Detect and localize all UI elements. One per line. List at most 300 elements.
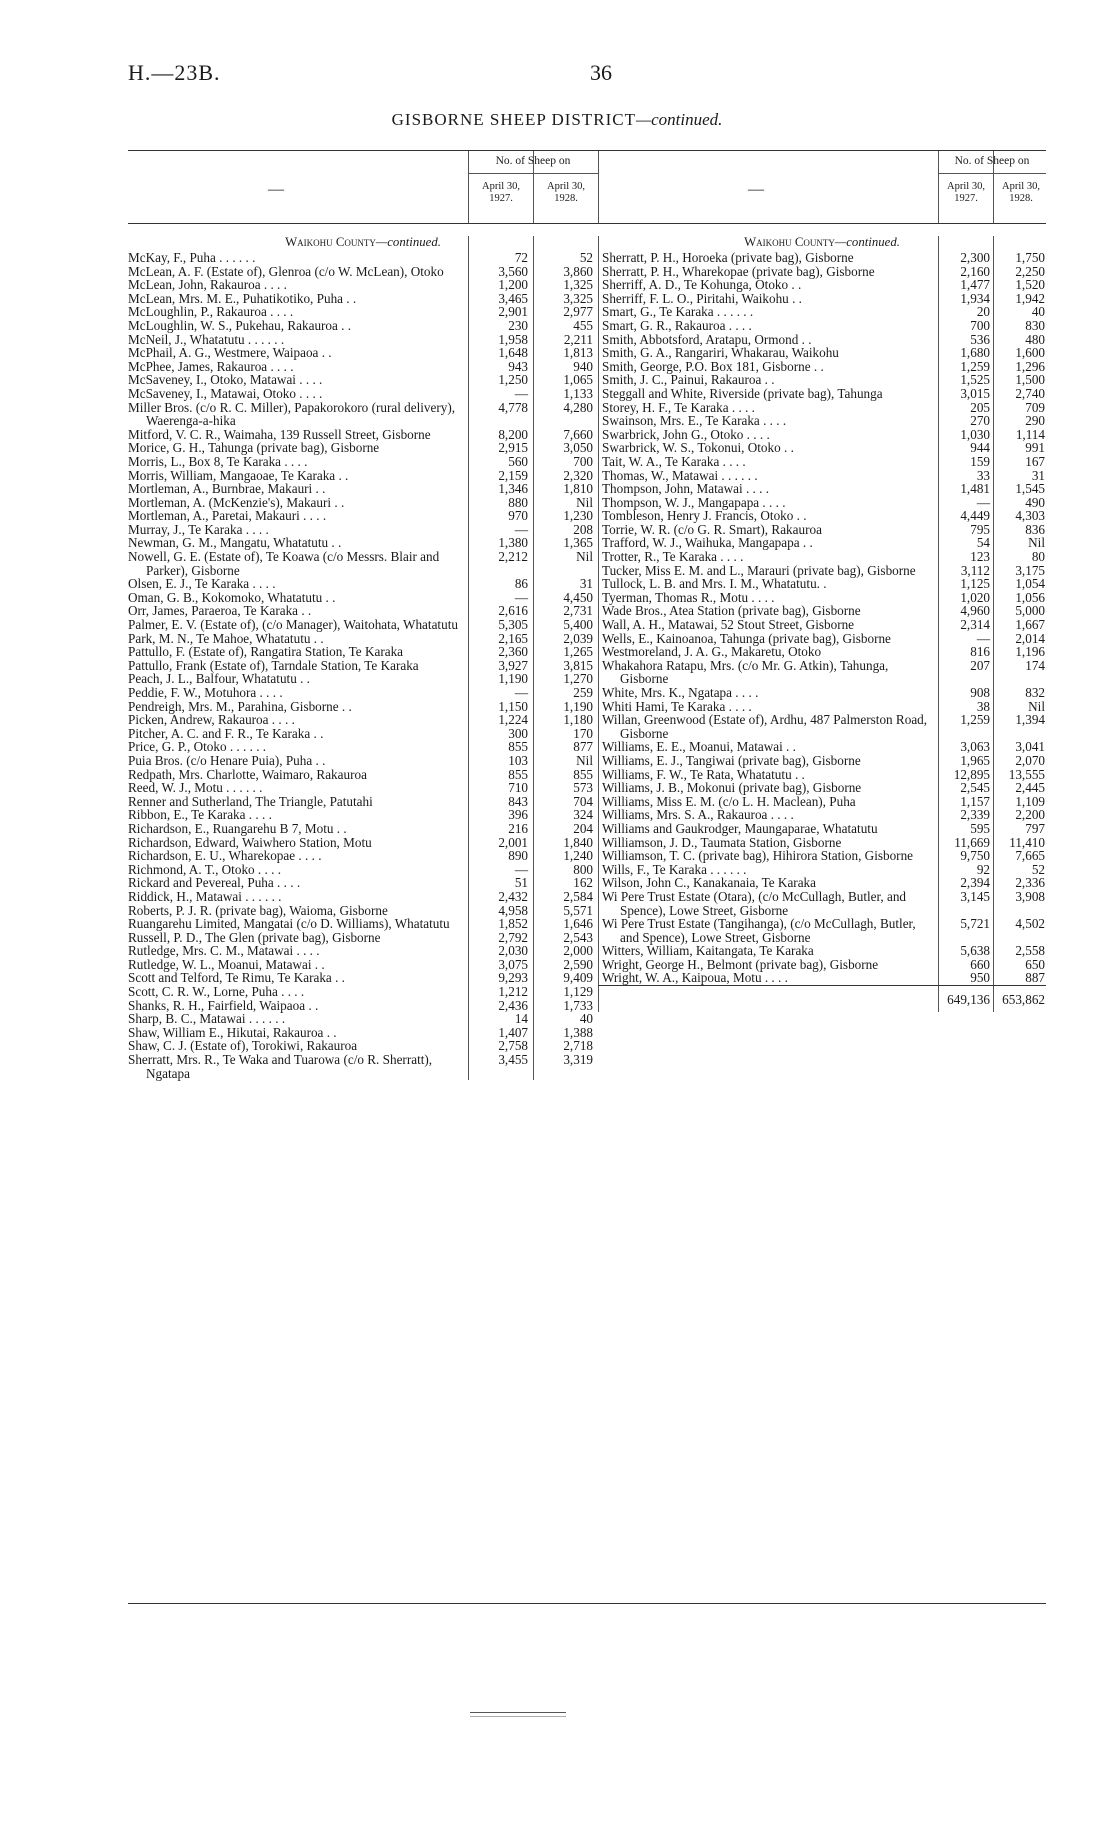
- table-row: [598, 808, 1046, 822]
- sheep-1928: 700: [573, 453, 593, 469]
- owner-name: Ruangarehu Limited, Mangatai (c/o D. Williams), Whatatutu: [128, 916, 450, 932]
- sheep-1927: 1,965: [960, 752, 990, 768]
- sheep-1927: 216: [508, 820, 528, 836]
- owner-name: McSaveney, I., Matawai, Otoko . . . .: [128, 385, 323, 401]
- table-row: [598, 523, 1046, 537]
- owner-name: Pitcher, A. C. and F. R., Te Karaka . .: [128, 725, 324, 741]
- sheep-1928: 2,070: [1015, 752, 1045, 768]
- sheep-1927: 595: [970, 820, 990, 836]
- sheep-1928: Nil: [1028, 535, 1045, 551]
- table-row: [598, 401, 1046, 415]
- owner-name: McLoughlin, P., Rakauroa . . . .: [128, 304, 294, 320]
- sheep-1928: 940: [573, 358, 593, 374]
- owner-name: Palmer, E. V. (Estate of), (c/o Manager), Waitohata, Whatatutu: [128, 617, 458, 633]
- table-row: [598, 632, 1046, 646]
- sheep-1928: 31: [579, 576, 593, 592]
- owner-name: Scott and Telford, Te Rimu, Te Karaka . .: [128, 970, 345, 986]
- sheep-1927: 72: [514, 250, 528, 265]
- sheep-1928: 709: [1025, 399, 1045, 415]
- sheep-1927: 270: [970, 413, 990, 429]
- sheep-1928: 1,133: [563, 385, 593, 401]
- table-row: [128, 768, 598, 782]
- sheep-1928: 704: [573, 793, 593, 809]
- sheep-1928: 877: [573, 739, 593, 755]
- sheep-1928: 1,667: [1015, 617, 1045, 633]
- sheep-1927: 2,545: [960, 780, 990, 796]
- owner-name: Smith, G. A., Rangariri, Whakarau, Waikohu: [602, 345, 839, 361]
- sheep-1927: 38: [976, 698, 990, 714]
- owner-name: Sharp, B. C., Matawai . . . . . .: [128, 1011, 286, 1027]
- table-row: [128, 659, 598, 673]
- sheep-1927: 1,481: [960, 481, 990, 497]
- owner-name: Willan, Greenwood (Estate of), Ardhu, 487 Palmerston Road, Gisborne: [602, 712, 928, 741]
- section-text: Waikohu County: [744, 235, 835, 249]
- sheep-1928: 2,543: [563, 929, 593, 945]
- sheep-1927: 92: [976, 861, 990, 877]
- sheep-1927: 2,339: [960, 807, 990, 823]
- owner-name: Olsen, E. J., Te Karaka . . . .: [128, 576, 276, 592]
- sheep-1928: 2,558: [1015, 943, 1045, 959]
- owner-name: Newman, G. M., Mangatu, Whatatutu . .: [128, 535, 342, 551]
- sheep-1927: —: [514, 685, 528, 700]
- sheep-1927: 2,212: [498, 549, 528, 565]
- table-row: [128, 373, 598, 387]
- owner-name: Westmoreland, J. A. G., Makaretu, Otoko: [602, 644, 822, 660]
- sheep-1927: 1,020: [960, 589, 990, 605]
- sheep-1928: 7,665: [1015, 848, 1045, 864]
- owner-name: Sherratt, P. H., Horoeka (private bag), Gisborne: [602, 250, 854, 265]
- sheep-1928: 11,410: [1009, 834, 1045, 850]
- name-column-header: —: [268, 181, 284, 198]
- sheep-1928: 31: [1031, 467, 1045, 483]
- table-row: [128, 781, 598, 795]
- table-row: [128, 496, 598, 510]
- sheep-1928: 1,054: [1015, 576, 1045, 592]
- sheep-1928: 3,815: [563, 657, 593, 673]
- sheep-1928: 2,250: [1015, 263, 1045, 279]
- sheep-1928: 480: [1025, 331, 1045, 347]
- sheep-1927: 3,455: [498, 1052, 528, 1068]
- sheep-1928: 2,590: [563, 956, 593, 972]
- table-row: [598, 768, 1046, 782]
- sheep-1928: 2,718: [563, 1038, 593, 1054]
- sheep-1928: 4,450: [563, 589, 593, 605]
- sheep-1928: 1,240: [563, 848, 593, 864]
- owner-name: Ribbon, E., Te Karaka . . . .: [128, 807, 272, 823]
- owner-name: Williams, E. J., Tangiwai (private bag), Gisborne: [602, 752, 861, 768]
- sheep-1928: 1,750: [1015, 250, 1045, 265]
- owner-name: Richardson, E. U., Wharekopae . . . .: [128, 848, 322, 864]
- sheep-1928: 324: [573, 807, 593, 823]
- table-row: [128, 931, 598, 945]
- sheep-1928: 174: [1025, 657, 1045, 673]
- sheep-1928: 1,600: [1015, 345, 1045, 361]
- table-row: [128, 523, 598, 537]
- sheep-1927: 2,915: [498, 440, 528, 456]
- owner-name: Tullock, L. B. and Mrs. I. M., Whatatutu. .: [602, 576, 827, 592]
- table-row: [598, 482, 1046, 496]
- table-row: [598, 319, 1046, 333]
- sheep-1928: 2,200: [1015, 807, 1045, 823]
- sheep-1928: 3,325: [563, 290, 593, 306]
- sheep-1927: —: [514, 521, 528, 537]
- owner-name: Thompson, John, Matawai . . . .: [602, 481, 770, 497]
- table-row: [128, 795, 598, 809]
- section-heading: [598, 236, 1046, 251]
- owner-name: Tombleson, Henry J. Francis, Otoko . .: [602, 508, 807, 524]
- sheep-1928: 3,319: [563, 1052, 593, 1068]
- owner-name: McSaveney, I., Otoko, Matawai . . . .: [128, 372, 323, 388]
- right-table-header: [598, 150, 1046, 224]
- table-row: [598, 836, 1046, 850]
- sheep-1928: 170: [573, 725, 593, 741]
- sheep-1927: 3,465: [498, 290, 528, 306]
- sheep-1927: 54: [976, 535, 990, 551]
- section-suffix: —continued.: [375, 235, 441, 249]
- table-row: [128, 713, 598, 727]
- owner-name: McNeil, J., Whatatutu . . . . . .: [128, 331, 285, 347]
- sheep-1927: 816: [970, 644, 990, 660]
- owner-name: Wade Bros., Atea Station (private bag), Gisborne: [602, 603, 861, 619]
- sheep-1928: 5,400: [563, 617, 593, 633]
- table-row: [128, 482, 598, 496]
- sheep-1928: 2,731: [563, 603, 593, 619]
- table-row: [598, 917, 1046, 944]
- table-row: [598, 944, 1046, 958]
- owner-name: Picken, Andrew, Rakauroa . . . .: [128, 712, 295, 728]
- sheep-1928: 1,196: [1015, 644, 1045, 660]
- sheep-1928: 490: [1025, 494, 1045, 510]
- sheep-1928: 1,545: [1015, 481, 1045, 497]
- sheep-1928: 13,555: [1008, 766, 1045, 782]
- sheep-1927: 20: [976, 304, 990, 320]
- left-table: [128, 150, 598, 1080]
- sheep-1928: 204: [573, 820, 593, 836]
- sheep-1927: 2,160: [960, 263, 990, 279]
- owner-name: Mitford, V. C. R., Waimaha, 139 Russell Street, Gisborne: [128, 426, 431, 442]
- table-row: [128, 985, 598, 999]
- sheep-1927: 1,958: [498, 331, 528, 347]
- table-row: [598, 781, 1046, 795]
- owner-name: McLean, Mrs. M. E., Puhatikotiko, Puha . .: [128, 290, 357, 306]
- table-row: [598, 700, 1046, 714]
- sheep-1927: 1,030: [960, 426, 990, 442]
- owner-name: Roberts, P. J. R. (private bag), Waioma, Gisborne: [128, 902, 388, 918]
- owner-name: Sherriff, A. D., Te Kohunga, Otoko . .: [602, 277, 802, 293]
- owner-name: McLoughlin, W. S., Pukehau, Rakauroa . .: [128, 317, 352, 333]
- table-row: [598, 863, 1046, 877]
- table-row: [128, 876, 598, 890]
- table-row: [598, 373, 1046, 387]
- sheep-1928: 832: [1025, 685, 1045, 700]
- owner-name: Williams, J. B., Mokonui (private bag), Gisborne: [602, 780, 862, 796]
- sheep-1927: 1,852: [498, 916, 528, 932]
- sheep-1927: 560: [508, 453, 528, 469]
- owner-name: Pattullo, Frank (Estate of), Tarndale Station, Te Karaka: [128, 657, 419, 673]
- sheep-1927: 230: [508, 317, 528, 333]
- sheep-1928: 3,860: [563, 263, 593, 279]
- sheep-1927: 2,432: [498, 888, 528, 904]
- sheep-1928: 40: [1031, 304, 1045, 320]
- table-row: [128, 401, 598, 428]
- owner-name: Rickard and Pevereal, Puha . . . .: [128, 875, 301, 891]
- sheep-1928: 1,365: [563, 535, 593, 551]
- owner-name: McPhail, A. G., Westmere, Waipaoa . .: [128, 345, 332, 361]
- table-row: [128, 346, 598, 360]
- table-row: [598, 509, 1046, 523]
- owner-name: White, Mrs. K., Ngatapa . . . .: [602, 685, 759, 700]
- owner-name: Smith, J. C., Painui, Rakauroa . .: [602, 372, 775, 388]
- left-table-body: [128, 236, 598, 1080]
- sheep-1928: 2,320: [563, 467, 593, 483]
- table-row: [598, 387, 1046, 401]
- table-row: [128, 999, 598, 1013]
- sheep-1928: 7,660: [563, 426, 593, 442]
- title-text: GISBORNE SHEEP DISTRICT: [391, 110, 636, 129]
- sheep-1928: 1,265: [563, 644, 593, 660]
- owner-name: McPhee, James, Rakauroa . . . .: [128, 358, 294, 374]
- table-row: [598, 536, 1046, 550]
- sheep-1928: 1,114: [1015, 426, 1045, 442]
- owner-name: Mortleman, A. (McKenzie's), Makauri . .: [128, 494, 345, 510]
- sheep-1928: 2,014: [1015, 630, 1045, 646]
- owner-name: Miller Bros. (c/o R. C. Miller), Papakorokoro (rural delivery), Waerenga-a-hika: [128, 399, 456, 429]
- owner-name: Wells, E., Kainoanoa, Tahunga (private bag), Gisborne: [602, 630, 891, 646]
- table-row: [598, 740, 1046, 754]
- sheep-1927: 950: [970, 970, 990, 986]
- table-row: [598, 346, 1046, 360]
- table-row: [598, 469, 1046, 483]
- sheep-1927: 4,778: [498, 399, 528, 415]
- table-row: [128, 265, 598, 279]
- sheep-1927: 14: [514, 1011, 528, 1027]
- sheep-1927: 2,360: [498, 644, 528, 660]
- sheep-1928: 1,733: [563, 997, 593, 1013]
- owner-name: Smart, G. R., Rakauroa . . . .: [602, 317, 752, 333]
- sheep-1928: 290: [1025, 413, 1045, 429]
- sheep-1927: 33: [976, 467, 990, 483]
- sheep-1928: 855: [573, 766, 593, 782]
- owner-name: Witters, William, Kaitangata, Te Karaka: [602, 943, 814, 959]
- sheep-1927: 123: [970, 549, 990, 565]
- owner-name: Wright, W. A., Kaipoua, Motu . . . .: [602, 970, 788, 986]
- sheep-1927: 3,015: [960, 385, 990, 401]
- owner-name: Storey, H. F., Te Karaka . . . .: [602, 399, 755, 415]
- owner-name: Morris, L., Box 8, Te Karaka . . . .: [128, 453, 308, 469]
- sheep-1927: 2,792: [498, 929, 528, 945]
- sheep-1928: 5,571: [563, 902, 593, 918]
- table-row: [598, 265, 1046, 279]
- table-row: [128, 292, 598, 306]
- sheep-1928: 830: [1025, 317, 1045, 333]
- sheep-1928: 1,942: [1015, 290, 1045, 306]
- sheep-1927: 5,305: [498, 617, 528, 633]
- table-row: [598, 754, 1046, 768]
- owner-name: Williamson, T. C. (private bag), Hihirora Station, Gisborne: [602, 848, 914, 864]
- sheep-1927: 1,477: [960, 277, 990, 293]
- owner-name: Williamson, J. D., Taumata Station, Gisborne: [602, 834, 842, 850]
- title-suffix: —continued.: [635, 110, 723, 129]
- table-row: [598, 645, 1046, 659]
- sheep-1928: 2,584: [563, 888, 593, 904]
- sheep-1927: 2,758: [498, 1038, 528, 1054]
- owner-name: Wi Pere Trust Estate (Otara), (c/o McCullagh, Butler, and Spence), Lowe Street, Gisborne: [602, 888, 907, 918]
- sheep-1927: 700: [970, 317, 990, 333]
- owner-name: Wall, A. H., Matawai, 52 Stout Street, Gisborne: [602, 617, 855, 633]
- table-row: [598, 591, 1046, 605]
- owner-name: Nowell, G. E. (Estate of), Te Koawa (c/o Messrs. Blair and Parker), Gisborne: [128, 549, 440, 578]
- owner-name: Whiti Hami, Te Karaka . . . .: [602, 698, 752, 714]
- sheep-1928: 1,296: [1015, 358, 1045, 374]
- owner-name: Shaw, C. J. (Estate of), Torokiwi, Rakauroa: [128, 1038, 358, 1054]
- sheep-1928: 1,325: [563, 277, 593, 293]
- owner-name: Swainson, Mrs. E., Te Karaka . . . .: [602, 413, 787, 429]
- owner-name: Smith, George, P.O. Box 181, Gisborne . .: [602, 358, 824, 374]
- owner-name: McLean, A. F. (Estate of), Glenroa (c/o W. McLean), Otoko: [128, 263, 444, 279]
- sheep-1928: Nil: [576, 752, 593, 768]
- sheep-1927: 1,259: [960, 712, 990, 728]
- page-title: [0, 110, 1114, 130]
- table-row: [598, 971, 1046, 985]
- sheep-1928: 167: [1025, 453, 1045, 469]
- owner-name: Williams, F. W., Te Rata, Whatatutu . .: [602, 766, 805, 782]
- table-row: [598, 414, 1046, 428]
- sheep-1927: 5,721: [960, 916, 990, 932]
- sheep-1928: 1,129: [563, 984, 593, 1000]
- owner-name: Trafford, W. J., Waihuka, Mangapapa . .: [602, 535, 813, 551]
- owner-name: Reed, W. J., Motu . . . . . .: [128, 780, 263, 796]
- sheep-1928: 1,840: [563, 834, 593, 850]
- table-row: [598, 305, 1046, 319]
- owner-name: Steggall and White, Riverside (private bag), Tahunga: [602, 385, 883, 401]
- sheep-1928: 2,445: [1015, 780, 1045, 796]
- sheep-1927: 5,638: [960, 943, 990, 959]
- owner-name: Morice, G. H., Tahunga (private bag), Gisborne: [128, 440, 380, 456]
- sheep-1928: 3,041: [1015, 739, 1045, 755]
- total-1928: 653,862: [1002, 992, 1045, 1008]
- table-row: [128, 645, 598, 659]
- table-row: [128, 1012, 598, 1026]
- sheep-1927: 2,616: [498, 603, 528, 619]
- sheep-1927: 2,030: [498, 943, 528, 959]
- sheep-1928: 2,000: [563, 943, 593, 959]
- owner-name: Williams, Miss E. M. (c/o L. H. Maclean), Puha: [602, 793, 856, 809]
- sheep-1928: 797: [1025, 820, 1045, 836]
- owner-name: Thompson, W. J., Mangapapa . . . .: [602, 494, 786, 510]
- sheep-1927: 2,001: [498, 834, 528, 850]
- owner-name: Redpath, Mrs. Charlotte, Waimaro, Rakauroa: [128, 766, 367, 782]
- table-row: [598, 604, 1046, 618]
- sheep-1928: Nil: [576, 494, 593, 510]
- sheep-1927: 207: [970, 657, 990, 673]
- sheep-1927: 1,224: [498, 712, 528, 728]
- table-row: [598, 550, 1046, 564]
- owner-name: Williams, Mrs. S. A., Rakauroa . . . .: [602, 807, 794, 823]
- table-row: [598, 577, 1046, 591]
- col-1927-header: April 30, 1927.: [947, 181, 985, 204]
- table-row: [598, 659, 1046, 686]
- sheep-1927: —: [976, 494, 990, 510]
- sheep-1927: 1,259: [960, 358, 990, 374]
- sheep-1928: 1,500: [1015, 372, 1045, 388]
- sheep-1927: 11,669: [954, 834, 990, 850]
- sheep-1928: 1,270: [563, 671, 593, 687]
- sheep-1928: 2,977: [563, 304, 593, 320]
- col-1927-header: April 30, 1927.: [482, 181, 520, 204]
- owner-name: Price, G. P., Otoko . . . . . .: [128, 739, 267, 755]
- sheep-1927: 1,934: [960, 290, 990, 306]
- sheep-1928: 4,502: [1015, 916, 1045, 932]
- sheep-1928: 52: [579, 250, 593, 265]
- owner-name: McLean, John, Rakauroa . . . .: [128, 277, 287, 293]
- owner-name: Trotter, R., Te Karaka . . . .: [602, 549, 744, 565]
- sheep-1928: 455: [573, 317, 593, 333]
- sheep-1928: 80: [1031, 549, 1045, 565]
- table-row: [128, 509, 598, 523]
- sheep-1927: 2,901: [498, 304, 528, 320]
- table-row: [128, 591, 598, 605]
- table-row: [598, 441, 1046, 455]
- sheep-1927: 1,648: [498, 345, 528, 361]
- owner-name: Tait, W. A., Te Karaka . . . .: [602, 453, 746, 469]
- owner-name: Swarbrick, W. S., Tokonui, Otoko . .: [602, 440, 794, 456]
- sheep-1928: 3,175: [1015, 562, 1045, 578]
- table-row: [598, 618, 1046, 632]
- owner-name: Orr, James, Paraeroa, Te Karaka . .: [128, 603, 312, 619]
- table-row: [128, 428, 598, 442]
- sheep-1927: —: [514, 385, 528, 401]
- sheep-1927: 3,145: [960, 888, 990, 904]
- table-row: [128, 469, 598, 483]
- col-1928-header: April 30, 1928.: [547, 181, 585, 204]
- sheep-1927: 2,314: [960, 617, 990, 633]
- owner-name: Peddie, F. W., Motuhora . . . .: [128, 685, 283, 700]
- owner-name: Russell, P. D., The Glen (private bag), Gisborne: [128, 929, 381, 945]
- table-row: [598, 428, 1046, 442]
- sheep-1927: 2,165: [498, 630, 528, 646]
- sheep-1927: 3,112: [960, 562, 990, 578]
- sheep-1928: 1,394: [1015, 712, 1045, 728]
- sheep-1927: 795: [970, 521, 990, 537]
- owner-name: Park, M. N., Te Mahoe, Whatatutu . .: [128, 630, 324, 646]
- owner-name: Sherriff, F. L. O., Piritahi, Waikohu . .: [602, 290, 802, 306]
- sheep-1927: —: [976, 630, 990, 646]
- sheep-1927: 880: [508, 494, 528, 510]
- owner-name: Richardson, Edward, Waiwhero Station, Motu: [128, 834, 372, 850]
- owner-name: Swarbrick, John G., Otoko . . . .: [602, 426, 770, 442]
- sheep-1927: 536: [970, 331, 990, 347]
- owner-name: Smart, G., Te Karaka . . . . . .: [602, 304, 754, 320]
- table-row: [598, 292, 1046, 306]
- table-row: [128, 740, 598, 754]
- sheep-1927: 2,300: [960, 250, 990, 265]
- total-1927: 649,136: [947, 992, 990, 1008]
- owner-name: Wi Pere Trust Estate (Tangihanga), (c/o McCullagh, Butler, and Spence), Lowe Street, Gisborne: [602, 916, 916, 945]
- table-row: [598, 564, 1046, 578]
- table-row: [128, 971, 598, 985]
- sheep-1928: 1,520: [1015, 277, 1045, 293]
- table-row: [128, 1026, 598, 1040]
- sheep-1928: 208: [573, 521, 593, 537]
- table-row: [128, 333, 598, 347]
- sheep-1927: 396: [508, 807, 528, 823]
- table-row: [128, 441, 598, 455]
- table-row: [128, 849, 598, 863]
- sheep-1927: —: [514, 589, 528, 605]
- owner-name: Richmond, A. T., Otoko . . . .: [128, 861, 282, 877]
- table-row: [128, 836, 598, 850]
- owner-name: Wright, George H., Belmont (private bag), Gisborne: [602, 956, 879, 972]
